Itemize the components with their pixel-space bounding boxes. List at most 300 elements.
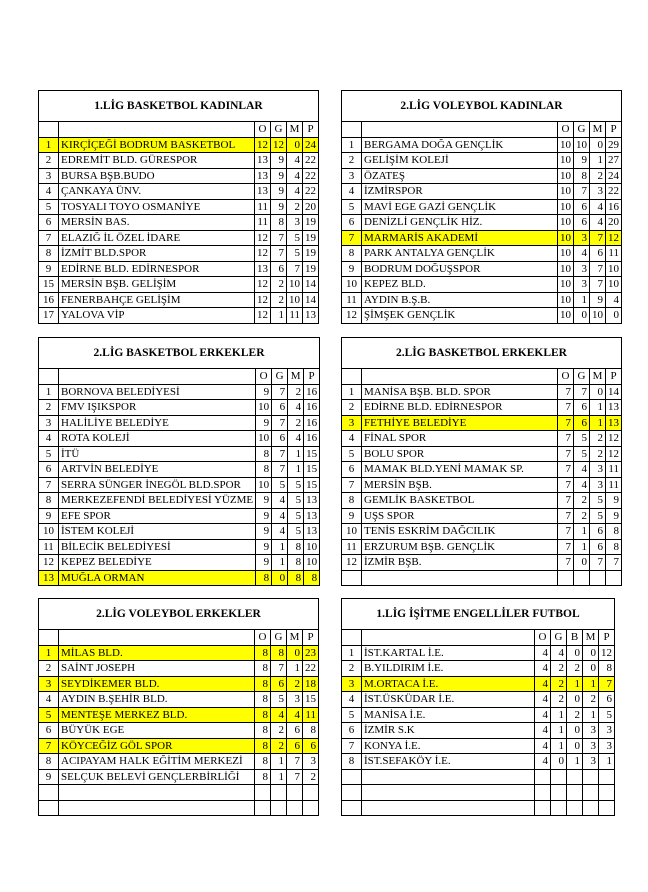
stat-cell: 3 <box>590 477 606 493</box>
rank-cell: 12 <box>342 308 362 324</box>
standings-table <box>341 598 615 816</box>
stat-cell: 13 <box>304 508 320 524</box>
stat-cell: 13 <box>255 153 271 169</box>
team-name-cell: İZMİR S.K <box>362 723 535 739</box>
stat-cell <box>551 800 567 816</box>
rank-cell: 16 <box>39 292 59 308</box>
table-row <box>342 524 622 540</box>
team-name-cell: MERKEZEFENDİ BELEDİYESİ YÜZME <box>59 493 256 509</box>
rank-cell: 8 <box>39 493 59 509</box>
stat-cell: 8 <box>255 692 271 708</box>
table-title: 2.LİG VOLEYBOL KADINLAR <box>342 91 622 122</box>
stat-cell: 8 <box>304 570 320 586</box>
stat-cell: 4 <box>288 400 304 416</box>
stat-cell: 12 <box>606 446 622 462</box>
panel-basketbol-erkekler-a <box>38 337 320 586</box>
stat-cell: 8 <box>288 539 304 555</box>
table-row <box>342 400 622 416</box>
rank-cell: 10 <box>342 524 362 540</box>
stat-cell: 4 <box>574 477 590 493</box>
stat-cell <box>574 570 590 586</box>
stat-cell: 19 <box>303 261 319 277</box>
stat-cell: 13 <box>606 400 622 416</box>
team-name-cell: KIRÇİÇEĞİ BODRUM BASKETBOL <box>59 137 255 153</box>
column-header: G <box>574 369 590 385</box>
team-name-cell: ACIPAYAM HALK EĞİTİM MERKEZİ <box>59 754 255 770</box>
rank-cell: 9 <box>39 508 59 524</box>
stat-cell: 4 <box>590 215 606 231</box>
stat-cell: 7 <box>590 555 606 571</box>
stat-cell: 7 <box>272 446 288 462</box>
column-header: O <box>255 630 271 646</box>
team-name-cell <box>59 800 255 816</box>
stat-cell <box>599 785 615 801</box>
table-row <box>39 661 319 677</box>
column-header: M <box>590 122 606 138</box>
rank-cell <box>342 769 362 785</box>
stat-cell: 2 <box>288 384 304 400</box>
stat-cell: 4 <box>535 723 551 739</box>
stat-cell: 7 <box>271 661 287 677</box>
table-row <box>39 462 320 478</box>
stat-cell: 1 <box>551 738 567 754</box>
stat-cell: 3 <box>583 723 599 739</box>
table-row <box>39 508 320 524</box>
table-row <box>39 723 319 739</box>
table-title-row <box>39 338 320 369</box>
rank-cell: 5 <box>39 199 59 215</box>
stat-cell: 24 <box>606 168 622 184</box>
stat-cell: 18 <box>303 676 319 692</box>
stat-cell: 1 <box>583 707 599 723</box>
stat-cell: 14 <box>606 384 622 400</box>
rank-cell: 4 <box>342 692 362 708</box>
stat-cell: 12 <box>255 277 271 293</box>
team-name-cell: İTÜ <box>59 446 256 462</box>
stat-cell: 3 <box>599 738 615 754</box>
stat-cell: 0 <box>567 645 583 661</box>
rank-cell: 7 <box>342 477 362 493</box>
column-header-row <box>39 122 319 138</box>
stat-cell: 11 <box>287 308 303 324</box>
stat-cell: 0 <box>567 723 583 739</box>
stat-cell: 10 <box>590 308 606 324</box>
column-header: P <box>599 630 615 646</box>
stat-cell: 2 <box>288 415 304 431</box>
stat-cell: 14 <box>303 292 319 308</box>
stat-cell <box>287 785 303 801</box>
stat-cell: 8 <box>271 215 287 231</box>
rank-cell: 7 <box>342 738 362 754</box>
rank-cell <box>342 570 362 586</box>
team-name-cell: GELİŞİM KOLEJİ <box>362 153 558 169</box>
stat-cell <box>567 800 583 816</box>
stat-cell: 19 <box>303 246 319 262</box>
team-name-cell: M.ORTACA İ.E. <box>362 676 535 692</box>
standings-table <box>38 598 319 816</box>
team-name-cell: MERSİN BŞB. <box>362 477 558 493</box>
standings-table <box>341 337 622 586</box>
stat-cell: 1 <box>272 555 288 571</box>
stat-cell: 4 <box>551 645 567 661</box>
stat-cell: 5 <box>288 493 304 509</box>
stat-cell: 8 <box>255 661 271 677</box>
stat-cell: 19 <box>303 230 319 246</box>
stat-cell: 2 <box>271 292 287 308</box>
rank-cell: 9 <box>342 508 362 524</box>
header-blank-cell <box>342 369 362 385</box>
stat-cell: 0 <box>272 570 288 586</box>
stat-cell: 4 <box>287 707 303 723</box>
table-row <box>342 215 622 231</box>
table-title-row <box>342 91 622 122</box>
rank-cell: 5 <box>342 707 362 723</box>
table-row <box>39 400 320 416</box>
header-blank-cell <box>39 122 59 138</box>
table-row <box>39 524 320 540</box>
rank-cell: 3 <box>342 168 362 184</box>
table-row <box>39 277 319 293</box>
table-row <box>342 477 622 493</box>
table-row <box>342 707 615 723</box>
stat-cell: 11 <box>303 707 319 723</box>
stat-cell <box>287 800 303 816</box>
stat-cell <box>303 800 319 816</box>
table-row <box>39 707 319 723</box>
stat-cell: 11 <box>606 477 622 493</box>
stat-cell: 4 <box>606 292 622 308</box>
table-row <box>342 645 615 661</box>
stat-cell: 4 <box>272 508 288 524</box>
stat-cell: 1 <box>583 676 599 692</box>
column-header-row <box>342 122 622 138</box>
stat-cell: 22 <box>303 661 319 677</box>
stat-cell: 8 <box>255 754 271 770</box>
stat-cell: 23 <box>303 645 319 661</box>
rank-cell: 1 <box>39 384 59 400</box>
stat-cell: 4 <box>272 524 288 540</box>
rank-cell: 1 <box>39 137 59 153</box>
stat-cell: 4 <box>271 707 287 723</box>
stat-cell: 1 <box>574 524 590 540</box>
table-row <box>39 493 320 509</box>
stat-cell: 13 <box>255 184 271 200</box>
team-name-cell: KEPEZ BELEDİYE <box>59 555 256 571</box>
standings-table <box>38 337 320 586</box>
stat-cell: 10 <box>256 400 272 416</box>
stat-cell: 7 <box>558 415 574 431</box>
stat-cell: 9 <box>271 199 287 215</box>
stat-cell: 10 <box>287 292 303 308</box>
stat-cell: 7 <box>558 384 574 400</box>
table-row <box>39 199 319 215</box>
stat-cell: 9 <box>256 493 272 509</box>
stat-cell: 7 <box>272 384 288 400</box>
stat-cell: 10 <box>256 431 272 447</box>
stat-cell: 6 <box>574 415 590 431</box>
rank-cell: 6 <box>342 462 362 478</box>
table-row <box>39 570 320 586</box>
stat-cell: 12 <box>599 645 615 661</box>
rank-cell: 5 <box>39 446 59 462</box>
table-row <box>39 692 319 708</box>
rank-cell: 4 <box>342 431 362 447</box>
rank-cell: 12 <box>39 555 59 571</box>
stat-cell: 1 <box>551 707 567 723</box>
table-row <box>342 384 622 400</box>
stat-cell: 0 <box>567 692 583 708</box>
stat-cell: 27 <box>606 153 622 169</box>
stat-cell: 3 <box>590 462 606 478</box>
stat-cell: 15 <box>304 446 320 462</box>
stat-cell: 15 <box>304 477 320 493</box>
stat-cell: 1 <box>574 539 590 555</box>
panel-voleybol-kadinlar <box>341 90 622 324</box>
stat-cell: 9 <box>271 153 287 169</box>
stat-cell: 10 <box>558 168 574 184</box>
team-name-cell: ÇANKAYA ÜNV. <box>59 184 255 200</box>
stat-cell: 7 <box>590 261 606 277</box>
stat-cell: 4 <box>287 153 303 169</box>
stat-cell: 29 <box>606 137 622 153</box>
rank-cell: 11 <box>342 292 362 308</box>
stat-cell: 11 <box>606 246 622 262</box>
stat-cell: 4 <box>590 199 606 215</box>
stat-cell <box>606 570 622 586</box>
stat-cell: 1 <box>567 754 583 770</box>
stat-cell: 3 <box>599 723 615 739</box>
stat-cell: 11 <box>255 215 271 231</box>
table-row <box>342 738 615 754</box>
stat-cell: 5 <box>287 246 303 262</box>
stat-cell <box>271 785 287 801</box>
stat-cell: 8 <box>599 661 615 677</box>
rank-cell <box>342 785 362 801</box>
stat-cell: 1 <box>590 415 606 431</box>
stat-cell: 10 <box>558 292 574 308</box>
stat-cell: 2 <box>287 199 303 215</box>
team-name-cell: İZMİR BŞB. <box>362 555 558 571</box>
stat-cell <box>535 769 551 785</box>
panel-isitme-engelliler-futbol <box>341 598 615 816</box>
stat-cell: 1 <box>551 723 567 739</box>
rank-cell: 9 <box>342 261 362 277</box>
stat-cell: 8 <box>288 570 304 586</box>
table-row <box>342 692 615 708</box>
team-name-cell: MERSİN BŞB. GELİŞİM <box>59 277 255 293</box>
stat-cell: 0 <box>551 754 567 770</box>
stat-cell: 13 <box>304 524 320 540</box>
stat-cell: 9 <box>256 508 272 524</box>
rank-cell: 8 <box>342 246 362 262</box>
stat-cell: 1 <box>271 754 287 770</box>
column-header: M <box>583 630 599 646</box>
stat-cell: 2 <box>590 168 606 184</box>
rank-cell: 8 <box>39 754 59 770</box>
empty-row <box>342 570 622 586</box>
stat-cell: 16 <box>606 199 622 215</box>
panel-voleybol-erkekler <box>38 598 319 816</box>
stat-cell: 5 <box>288 477 304 493</box>
stat-cell: 8 <box>256 446 272 462</box>
stat-cell: 10 <box>606 261 622 277</box>
stat-cell: 10 <box>558 308 574 324</box>
stat-cell: 14 <box>303 277 319 293</box>
stat-cell: 0 <box>567 738 583 754</box>
stat-cell: 6 <box>287 723 303 739</box>
table-title-row <box>342 338 622 369</box>
stat-cell: 5 <box>272 477 288 493</box>
team-name-cell: BURSA BŞB.BUDO <box>59 168 255 184</box>
stat-cell: 3 <box>287 215 303 231</box>
table-title-row <box>39 91 319 122</box>
team-name-cell: FMV IŞIKSPOR <box>59 400 256 416</box>
team-name-cell: BORNOVA BELEDİYESİ <box>59 384 256 400</box>
stat-cell: 0 <box>590 384 606 400</box>
stat-cell: 4 <box>535 754 551 770</box>
stat-cell: 7 <box>558 477 574 493</box>
stat-cell: 1 <box>271 308 287 324</box>
column-header-row <box>39 630 319 646</box>
team-name-cell: BODRUM DOĞUŞSPOR <box>362 261 558 277</box>
table-row <box>342 184 622 200</box>
rank-cell: 13 <box>39 570 59 586</box>
rank-cell: 1 <box>342 137 362 153</box>
rank-cell: 17 <box>39 308 59 324</box>
stat-cell: 10 <box>558 230 574 246</box>
column-header: G <box>551 630 567 646</box>
stat-cell: 6 <box>574 199 590 215</box>
empty-row <box>39 785 319 801</box>
stat-cell: 15 <box>303 692 319 708</box>
stat-cell <box>583 769 599 785</box>
stat-cell: 2 <box>567 707 583 723</box>
rank-cell: 6 <box>39 462 59 478</box>
team-name-cell: SELÇUK BELEVİ GENÇLERBİRLİĞİ <box>59 769 255 785</box>
team-name-cell: ŞİMŞEK GENÇLİK <box>362 308 558 324</box>
stat-cell: 12 <box>255 308 271 324</box>
team-name-cell: PARK ANTALYA GENÇLİK <box>362 246 558 262</box>
team-name-cell: B.YILDIRIM İ.E. <box>362 661 535 677</box>
table-title: 1.LİG İŞİTME ENGELLİLER FUTBOL <box>342 599 615 630</box>
table-row <box>342 493 622 509</box>
stat-cell: 1 <box>287 661 303 677</box>
stat-cell: 3 <box>583 738 599 754</box>
rank-cell: 2 <box>39 400 59 416</box>
table-row <box>342 415 622 431</box>
stat-cell: 7 <box>271 230 287 246</box>
stat-cell: 3 <box>583 754 599 770</box>
rank-cell: 3 <box>342 415 362 431</box>
rank-cell: 3 <box>39 168 59 184</box>
stat-cell: 11 <box>606 462 622 478</box>
team-name-cell: MAVİ EGE GAZİ GENÇLİK <box>362 199 558 215</box>
team-name-cell: ROTA KOLEJİ <box>59 431 256 447</box>
rank-cell: 4 <box>39 431 59 447</box>
team-name-cell: İST.ÜSKÜDAR İ.E. <box>362 692 535 708</box>
team-name-cell: EDİRNE BLD. EDİRNESPOR <box>362 400 558 416</box>
table-row <box>39 230 319 246</box>
team-name-cell: BİLECİK BELEDİYESİ <box>59 539 256 555</box>
empty-row <box>342 785 615 801</box>
stat-cell: 12 <box>606 230 622 246</box>
table-row <box>39 137 319 153</box>
stat-cell: 16 <box>304 400 320 416</box>
stat-cell: 2 <box>271 723 287 739</box>
rank-cell: 9 <box>39 769 59 785</box>
column-header: P <box>303 630 319 646</box>
column-header-row <box>342 630 615 646</box>
stat-cell: 4 <box>287 168 303 184</box>
stat-cell: 6 <box>599 692 615 708</box>
column-header: O <box>558 369 574 385</box>
stat-cell: 5 <box>590 493 606 509</box>
table-title: 2.LİG VOLEYBOL ERKEKLER <box>39 599 319 630</box>
stat-cell: 4 <box>287 184 303 200</box>
stat-cell: 2 <box>271 738 287 754</box>
stat-cell: 9 <box>590 292 606 308</box>
stat-cell: 12 <box>255 230 271 246</box>
stat-cell: 15 <box>304 462 320 478</box>
team-name-cell: SAİNT JOSEPH <box>59 661 255 677</box>
stat-cell: 13 <box>606 415 622 431</box>
stat-cell: 9 <box>271 168 287 184</box>
header-blank-cell <box>342 630 362 646</box>
column-header: G <box>271 122 287 138</box>
stat-cell: 12 <box>255 137 271 153</box>
stat-cell: 7 <box>558 400 574 416</box>
stat-cell: 5 <box>288 524 304 540</box>
stat-cell: 0 <box>287 137 303 153</box>
column-header: M <box>590 369 606 385</box>
stat-cell: 13 <box>255 168 271 184</box>
table-row <box>342 168 622 184</box>
team-name-cell: DENİZLİ GENÇLİK HİZ. <box>362 215 558 231</box>
rank-cell: 5 <box>342 446 362 462</box>
stat-cell: 2 <box>590 446 606 462</box>
header-blank-cell <box>362 369 558 385</box>
team-name-cell: UŞS SPOR <box>362 508 558 524</box>
table-row <box>39 384 320 400</box>
stat-cell: 5 <box>271 692 287 708</box>
standings-table <box>38 90 319 324</box>
header-blank-cell <box>342 122 362 138</box>
team-name-cell: EDREMİT BLD. GÜRESPOR <box>59 153 255 169</box>
table-row <box>342 508 622 524</box>
table-row <box>342 431 622 447</box>
stat-cell: 8 <box>288 555 304 571</box>
table-row <box>39 645 319 661</box>
table-row <box>39 738 319 754</box>
stat-cell: 3 <box>574 277 590 293</box>
stat-cell <box>551 785 567 801</box>
stat-cell: 9 <box>606 493 622 509</box>
rank-cell: 6 <box>342 723 362 739</box>
table-row <box>342 153 622 169</box>
team-name-cell: TOSYALI TOYO OSMANİYE <box>59 199 255 215</box>
team-name-cell: BERGAMA DOĞA GENÇLİK <box>362 137 558 153</box>
rank-cell: 10 <box>342 277 362 293</box>
empty-row <box>342 800 615 816</box>
column-header: P <box>303 122 319 138</box>
stat-cell: 2 <box>287 676 303 692</box>
stat-cell: 5 <box>590 508 606 524</box>
team-name-cell: ERZURUM BŞB. GENÇLİK <box>362 539 558 555</box>
stat-cell: 6 <box>272 400 288 416</box>
stat-cell: 9 <box>256 539 272 555</box>
stat-cell <box>567 785 583 801</box>
team-name-cell: MANİSA İ.E. <box>362 707 535 723</box>
